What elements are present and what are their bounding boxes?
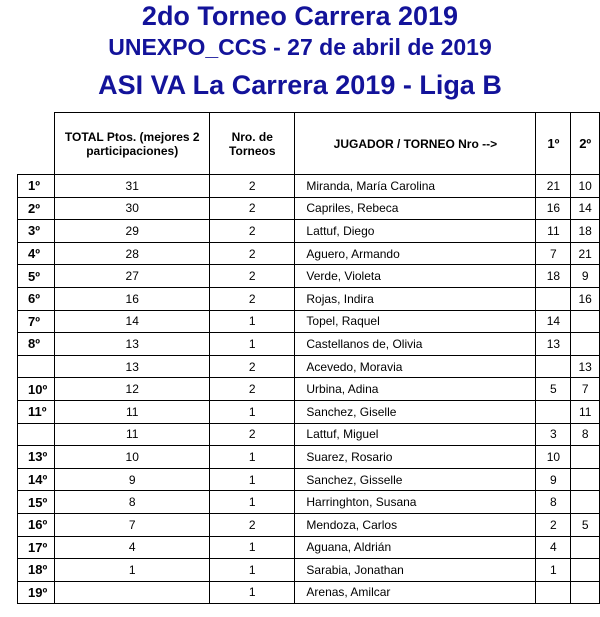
rank-cell: 17º: [18, 536, 55, 559]
tournament-1-score-cell: 1: [536, 559, 571, 582]
rank-cell: [18, 423, 55, 446]
tournament-count-cell: 1: [210, 536, 295, 559]
total-points-cell: 7: [55, 513, 210, 536]
tournament-1-score-cell: 5: [536, 378, 571, 401]
player-name-cell: Sarabia, Jonathan: [295, 559, 536, 582]
table-row: [18, 378, 600, 401]
tournament-1-score-cell: 2: [536, 513, 571, 536]
rank-cell: 1º: [18, 175, 55, 198]
tournament-2-score-cell: [571, 536, 600, 559]
total-points-cell: 8: [55, 491, 210, 514]
player-name-cell: Verde, Violeta: [295, 265, 536, 288]
total-points-cell: 11: [55, 423, 210, 446]
table-row: [18, 197, 600, 220]
table-row: [18, 333, 600, 356]
tournament-count-cell: 2: [210, 423, 295, 446]
tournament-1-score-cell: [536, 355, 571, 378]
tournament-1-score-cell: 7: [536, 242, 571, 265]
rank-cell: 19º: [18, 581, 55, 604]
tournament-1-score-cell: 4: [536, 536, 571, 559]
tournament-count-cell: 2: [210, 197, 295, 220]
player-name-cell: Miranda, María Carolina: [295, 175, 536, 198]
title-tournament: 2do Torneo Carrera 2019: [141, 1, 459, 31]
title-league: ASI VA La Carrera 2019 - Liga B: [98, 70, 502, 100]
tournament-2-score-cell: 11: [571, 400, 600, 423]
rank-cell: 11º: [18, 400, 55, 423]
rank-cell: 15º: [18, 491, 55, 514]
header-tournament-1: 1º: [536, 113, 571, 175]
tournament-1-score-cell: 14: [536, 310, 571, 333]
total-points-cell: 1: [55, 559, 210, 582]
tournament-1-score-cell: 18: [536, 265, 571, 288]
total-points-cell: 11: [55, 400, 210, 423]
tournament-2-score-cell: 7: [571, 378, 600, 401]
tournament-count-cell: 1: [210, 310, 295, 333]
rank-cell: 5º: [18, 265, 55, 288]
tournament-1-score-cell: [536, 400, 571, 423]
table-row: [18, 242, 600, 265]
player-name-cell: Acevedo, Moravia: [295, 355, 536, 378]
tournament-2-score-cell: [571, 491, 600, 514]
player-name-cell: Capriles, Rebeca: [295, 197, 536, 220]
player-name-cell: Aguero, Armando: [295, 242, 536, 265]
player-name-cell: Suarez, Rosario: [295, 446, 536, 469]
player-name-cell: Harringhton, Susana: [295, 491, 536, 514]
rank-cell: 13º: [18, 446, 55, 469]
table-row: [18, 581, 600, 604]
header-tournament-2: 2º: [571, 113, 600, 175]
tournament-2-score-cell: [571, 468, 600, 491]
rank-cell: [18, 355, 55, 378]
total-points-cell: 13: [55, 355, 210, 378]
table-row: [18, 310, 600, 333]
tournament-count-cell: 2: [210, 175, 295, 198]
tournament-count-cell: 2: [210, 287, 295, 310]
tournament-2-score-cell: [571, 310, 600, 333]
table-row: [18, 513, 600, 536]
title-venue-date: UNEXPO_CCS - 27 de abril de 2019: [108, 34, 492, 60]
tournament-1-score-cell: 11: [536, 220, 571, 243]
tournament-1-score-cell: 8: [536, 491, 571, 514]
tournament-2-score-cell: [571, 581, 600, 604]
tournament-1-score-cell: 21: [536, 175, 571, 198]
tournament-1-score-cell: [536, 287, 571, 310]
player-name-cell: Mendoza, Carlos: [295, 513, 536, 536]
tournament-2-score-cell: 16: [571, 287, 600, 310]
tournament-2-score-cell: [571, 446, 600, 469]
tournament-2-score-cell: 9: [571, 265, 600, 288]
table-row: [18, 400, 600, 423]
total-points-cell: 14: [55, 310, 210, 333]
tournament-1-score-cell: [536, 581, 571, 604]
tournament-2-score-cell: 10: [571, 175, 600, 198]
tournament-2-score-cell: [571, 333, 600, 356]
rank-cell: 6º: [18, 287, 55, 310]
table-row: [18, 265, 600, 288]
total-points-cell: 9: [55, 468, 210, 491]
tournament-1-score-cell: 9: [536, 468, 571, 491]
total-points-cell: 4: [55, 536, 210, 559]
total-points-cell: 29: [55, 220, 210, 243]
tournament-count-cell: 1: [210, 468, 295, 491]
table-row: [18, 220, 600, 243]
table-row: [18, 287, 600, 310]
table-row: [18, 423, 600, 446]
tournament-count-cell: 2: [210, 355, 295, 378]
rank-cell: 10º: [18, 378, 55, 401]
rank-cell: 14º: [18, 468, 55, 491]
rank-cell: 16º: [18, 513, 55, 536]
tournament-2-score-cell: 14: [571, 197, 600, 220]
rank-cell: 2º: [18, 197, 55, 220]
player-name-cell: Castellanos de, Olivia: [295, 333, 536, 356]
table-row: [18, 355, 600, 378]
total-points-cell: [55, 581, 210, 604]
tournament-1-score-cell: 13: [536, 333, 571, 356]
header-player: JUGADOR / TORNEO Nro -->: [295, 113, 536, 175]
table-row: [18, 175, 600, 198]
tournament-2-score-cell: 8: [571, 423, 600, 446]
header-corner: [18, 113, 55, 175]
rank-cell: 7º: [18, 310, 55, 333]
tournament-2-score-cell: 21: [571, 242, 600, 265]
player-name-cell: Arenas, Amilcar: [295, 581, 536, 604]
player-name-cell: Rojas, Indira: [295, 287, 536, 310]
table-row: [18, 536, 600, 559]
tournament-1-score-cell: 16: [536, 197, 571, 220]
tournament-count-cell: 2: [210, 378, 295, 401]
player-name-cell: Urbina, Adina: [295, 378, 536, 401]
total-points-cell: 30: [55, 197, 210, 220]
table-row: [18, 491, 600, 514]
rank-cell: 8º: [18, 333, 55, 356]
table-row: [18, 559, 600, 582]
tournament-2-score-cell: 18: [571, 220, 600, 243]
table-row: [18, 446, 600, 469]
tournament-count-cell: 1: [210, 581, 295, 604]
tournament-count-cell: 1: [210, 400, 295, 423]
tournament-count-cell: 2: [210, 242, 295, 265]
tournament-2-score-cell: 13: [571, 355, 600, 378]
player-name-cell: Topel, Raquel: [295, 310, 536, 333]
table-header-row: [18, 113, 600, 175]
total-points-cell: 13: [55, 333, 210, 356]
total-points-cell: 28: [55, 242, 210, 265]
total-points-cell: 31: [55, 175, 210, 198]
tournament-count-cell: 2: [210, 265, 295, 288]
player-name-cell: Lattuf, Diego: [295, 220, 536, 243]
total-points-cell: 16: [55, 287, 210, 310]
total-points-cell: 10: [55, 446, 210, 469]
table-row: [18, 468, 600, 491]
header-total-points: TOTAL Ptos. (mejores 2 participaciones): [55, 113, 210, 175]
tournament-count-cell: 2: [210, 220, 295, 243]
player-name-cell: Aguana, Aldrián: [295, 536, 536, 559]
total-points-cell: 12: [55, 378, 210, 401]
tournament-count-cell: 1: [210, 559, 295, 582]
rank-cell: 18º: [18, 559, 55, 582]
tournament-1-score-cell: 3: [536, 423, 571, 446]
tournament-count-cell: 1: [210, 333, 295, 356]
tournament-2-score-cell: 5: [571, 513, 600, 536]
player-name-cell: Sanchez, Gisselle: [295, 468, 536, 491]
tournament-count-cell: 1: [210, 491, 295, 514]
tournament-count-cell: 1: [210, 446, 295, 469]
rank-cell: 4º: [18, 242, 55, 265]
tournament-1-score-cell: 10: [536, 446, 571, 469]
standings-table: [17, 112, 600, 604]
header-tournament-count: Nro. de Torneos: [210, 113, 295, 175]
tournament-2-score-cell: [571, 559, 600, 582]
tournament-count-cell: 2: [210, 513, 295, 536]
total-points-cell: 27: [55, 265, 210, 288]
rank-cell: 3º: [18, 220, 55, 243]
player-name-cell: Lattuf, Miguel: [295, 423, 536, 446]
player-name-cell: Sanchez, Giselle: [295, 400, 536, 423]
